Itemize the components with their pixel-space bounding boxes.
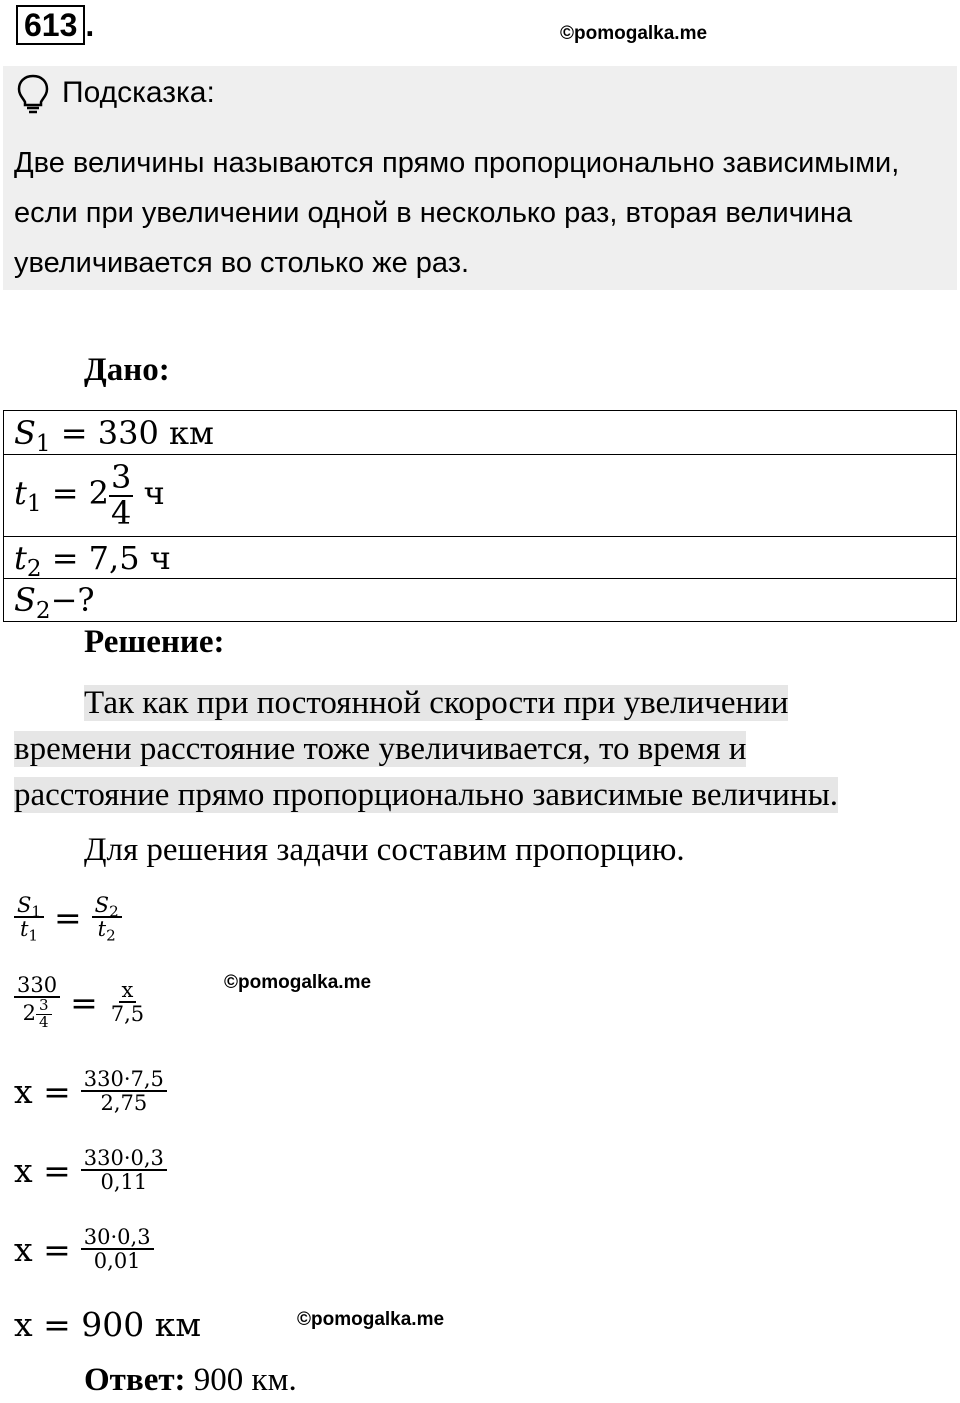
solution-paragraph: Так как при постоянной скорости при увеличении времени расстояние тоже увеличивается, то время и расстояние прямо пропорционально зависимые величины. xyxy=(14,685,839,813)
equation-step-2: x = $\frac{330\cdot 0,3}{0,11}$ xyxy=(14,1147,167,1193)
given-row-s1: $S_1 = 330$ км xyxy=(4,411,957,455)
equation-proportion: $\frac{S_1}{t_1}$ = $\frac{S_2}{t_2}$ xyxy=(14,894,122,940)
watermark: ©pomogalka.me xyxy=(224,972,372,993)
equation-result: x = 900 км xyxy=(14,1305,202,1344)
equation-step-3: x = $\frac{30\cdot 0,3}{0,01}$ xyxy=(14,1226,154,1272)
answer: Ответ: 900 км. xyxy=(84,1362,297,1398)
plan-text: Для решения задачи составим пропорцию. xyxy=(84,832,685,868)
given-row-t2: $t_2 = 7,5$ ч xyxy=(4,537,957,579)
solution-title: Решение: xyxy=(84,624,225,660)
equation-substituted: 330 2 $\frac{3}{4}$ = $\frac{x}{7,5}$ xyxy=(14,974,147,1031)
equation-step-1: x = $\frac{330\cdot 7,5}{2,75}$ xyxy=(14,1068,167,1114)
hint-text: Две величины называются прямо пропорционально зависимыми, если при увеличении одной в несколько раз, вторая величина увеличивается во столько же раз. xyxy=(14,147,900,279)
task-number: 613 . xyxy=(12,5,98,43)
given-title: Дано: xyxy=(84,352,170,388)
given-row-t1: $t_1 = 2$ $\frac{3}{4}$ ч xyxy=(4,455,957,537)
mixed-fraction: $\frac{3}{4}$ xyxy=(111,457,132,532)
given-row-s2: $S_2-$? xyxy=(4,579,957,622)
given-table xyxy=(3,410,957,622)
hint-title: Подсказка: xyxy=(62,76,215,109)
watermark: ©pomogalka.me xyxy=(560,23,708,44)
watermark: ©pomogalka.me xyxy=(297,1309,445,1330)
lightbulb-icon xyxy=(16,74,50,114)
